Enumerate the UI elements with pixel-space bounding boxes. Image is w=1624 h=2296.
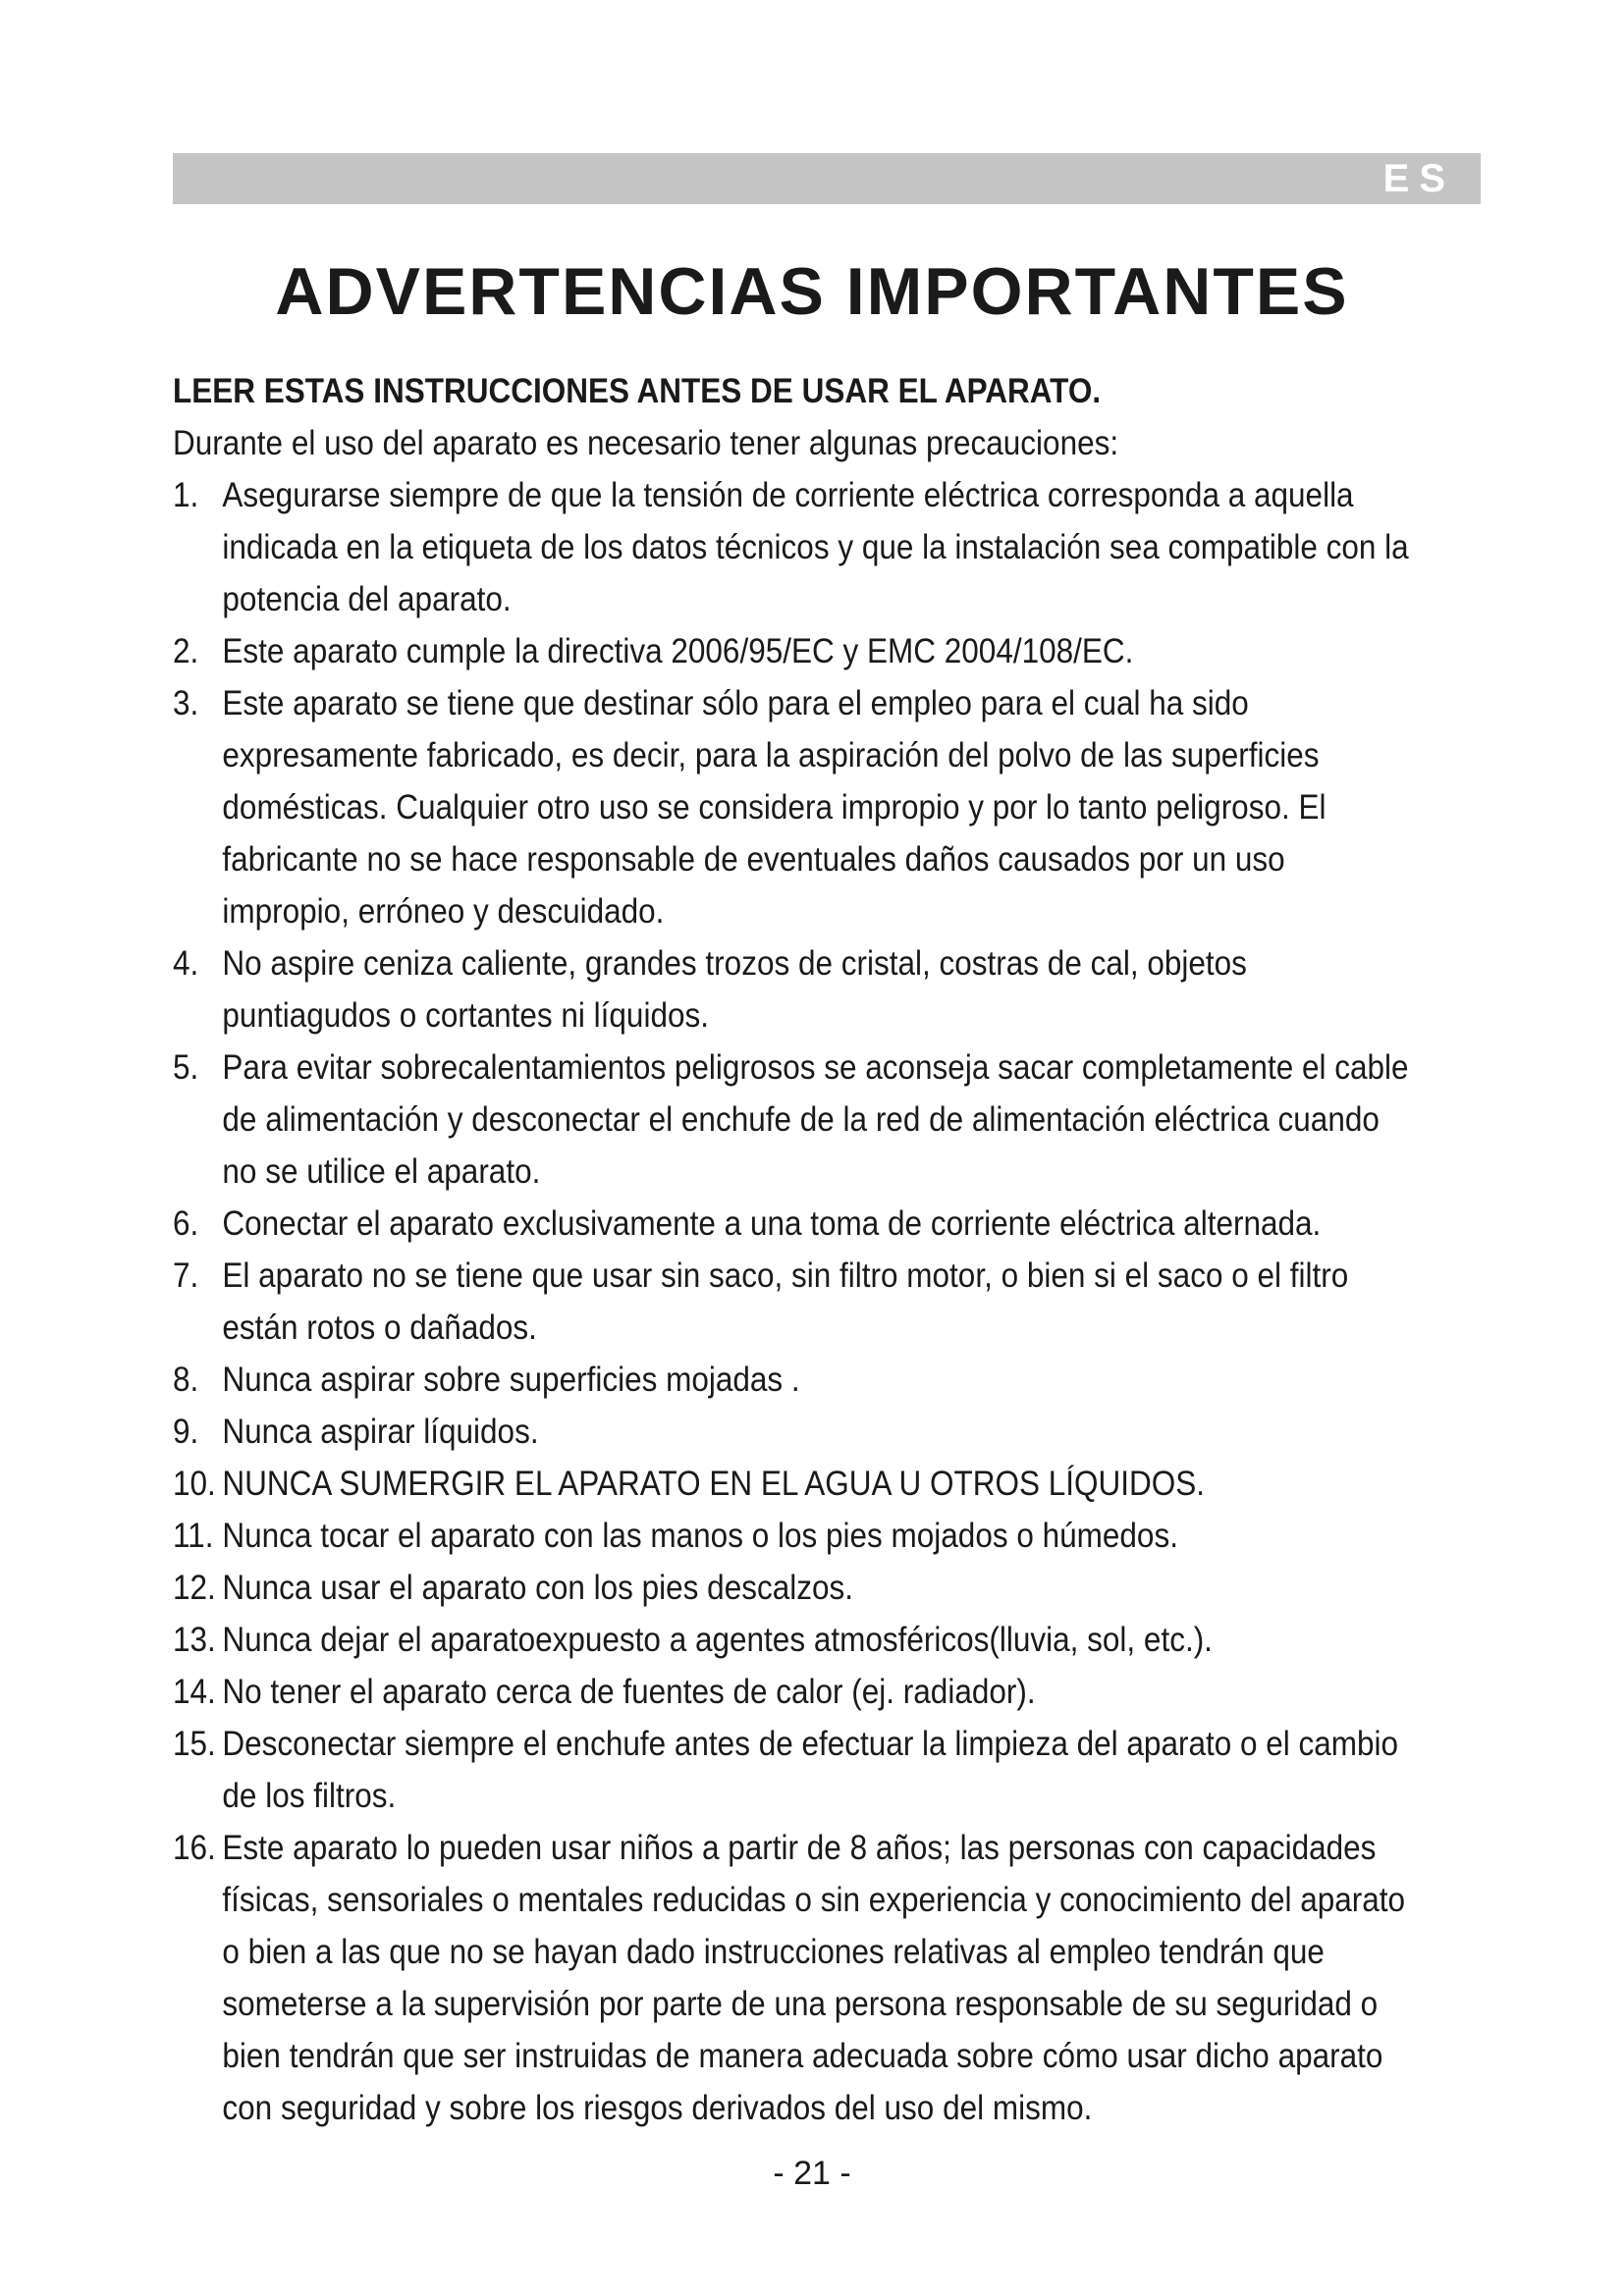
item-text: Asegurarse siempre de que la tensión de corriente eléctrica corresponda a aquella indicada en la etiqueta de los datos técnicos y que la instalación sea compatible con la potencia del aparato. bbox=[222, 476, 1409, 618]
item-text: El aparato no se tiene que usar sin saco, sin filtro motor, o bien si el saco o el filtro están rotos o dañados. bbox=[222, 1256, 1349, 1347]
item-number: 7. bbox=[173, 1256, 199, 1295]
item-number: 2. bbox=[173, 632, 199, 670]
warning-item bbox=[173, 1198, 1410, 1250]
warning-item bbox=[173, 1510, 1410, 1562]
item-text: Nunca usar el aparato con los pies descalzos. bbox=[222, 1569, 854, 1607]
intro-text: Durante el uso del aparato es necesario tener algunas precauciones: bbox=[173, 424, 1119, 462]
warnings-content bbox=[173, 365, 1410, 2134]
warning-item bbox=[173, 1666, 1410, 1718]
item-number: 12. bbox=[173, 1569, 216, 1607]
item-text: NUNCA SUMERGIR EL APARATO EN EL AGUA U OTROS LÍQUIDOS. bbox=[222, 1465, 1206, 1503]
item-number: 3. bbox=[173, 684, 199, 722]
item-text: Nunca tocar el aparato con las manos o los pies mojados o húmedos. bbox=[222, 1517, 1178, 1555]
item-text: Nunca aspirar líquidos. bbox=[222, 1413, 539, 1451]
item-number: 5. bbox=[173, 1048, 199, 1087]
item-text: Nunca dejar el aparatoexpuesto a agentes atmosféricos(lluvia, sol, etc.). bbox=[222, 1621, 1213, 1659]
warning-item bbox=[173, 1614, 1410, 1666]
item-number: 11. bbox=[173, 1517, 214, 1555]
language-header-bar bbox=[173, 153, 1481, 204]
item-text: Desconectar siempre el enchufe antes de efectuar la limpieza del aparato o el cambio de los filtros. bbox=[222, 1725, 1399, 1815]
item-text: Este aparato lo pueden usar niños a partir de 8 años; las personas con capacidades físicas, sensoriales o mentales reducidas o sin experiencia y conocimiento del aparato o bien a las que no se hayan dado instrucciones relativas al empleo tendrán que someterse a la supervisión por parte de una persona responsable de su seguridad o bien tendrán que ser instruidas de manera adecuada sobre cómo usar dicho aparato con seguridad y sobre los riesgos derivados del uso del mismo. bbox=[222, 1829, 1406, 2127]
item-number: 10. bbox=[173, 1465, 216, 1503]
warning-item bbox=[173, 1250, 1410, 1354]
item-number: 16. bbox=[173, 1829, 216, 1867]
item-number: 15. bbox=[173, 1725, 216, 1763]
warning-item bbox=[173, 1562, 1410, 1614]
item-text: Para evitar sobrecalentamientos peligrosos se aconseja sacar completamente el cable de alimentación y desconectar el enchufe de la red de alimentación eléctrica cuando no se utilice el aparato. bbox=[222, 1048, 1409, 1191]
item-text: Conectar el aparato exclusivamente a una toma de corriente eléctrica alternada. bbox=[222, 1204, 1322, 1243]
item-text: Este aparato cumple la directiva 2006/95/EC y EMC 2004/108/EC. bbox=[222, 632, 1134, 670]
warning-item bbox=[173, 677, 1410, 937]
page-number: - 21 - bbox=[773, 2155, 851, 2192]
language-tag: ES bbox=[1382, 157, 1455, 200]
item-number: 9. bbox=[173, 1413, 199, 1451]
item-number: 14. bbox=[173, 1673, 216, 1711]
warning-item bbox=[173, 1458, 1410, 1510]
warning-item bbox=[173, 1718, 1410, 1822]
warning-item bbox=[173, 1354, 1410, 1406]
warning-item bbox=[173, 469, 1410, 625]
warning-item bbox=[173, 625, 1410, 677]
item-number: 13. bbox=[173, 1621, 216, 1659]
warning-item bbox=[173, 1041, 1410, 1198]
item-text: Este aparato se tiene que destinar sólo para el empleo para el cual ha sido expresamente fabricado, es decir, para la aspiración del polvo de las superficies domésticas. Cualquier otro uso se considera impropio y por lo tanto peligroso. El fabricante no se hace responsable de eventuales daños causados por un uso impropio, erróneo y descuidado. bbox=[222, 684, 1326, 931]
item-number: 6. bbox=[173, 1204, 199, 1243]
warning-item bbox=[173, 1406, 1410, 1458]
item-text: No tener el aparato cerca de fuentes de calor (ej. radiador). bbox=[222, 1673, 1036, 1711]
item-number: 4. bbox=[173, 944, 199, 983]
item-text: Nunca aspirar sobre superficies mojadas . bbox=[222, 1361, 800, 1399]
page-title: ADVERTENCIAS IMPORTANTES bbox=[275, 254, 1349, 329]
warning-item bbox=[173, 937, 1410, 1041]
lead-instruction: LEER ESTAS INSTRUCCIONES ANTES DE USAR EL APARATO. bbox=[173, 372, 1102, 410]
item-number: 8. bbox=[173, 1361, 199, 1399]
item-text: No aspire ceniza caliente, grandes trozos de cristal, costras de cal, objetos puntiagudos o cortantes ni líquidos. bbox=[222, 944, 1247, 1035]
item-number: 1. bbox=[173, 476, 199, 514]
warning-item bbox=[173, 1822, 1410, 2134]
